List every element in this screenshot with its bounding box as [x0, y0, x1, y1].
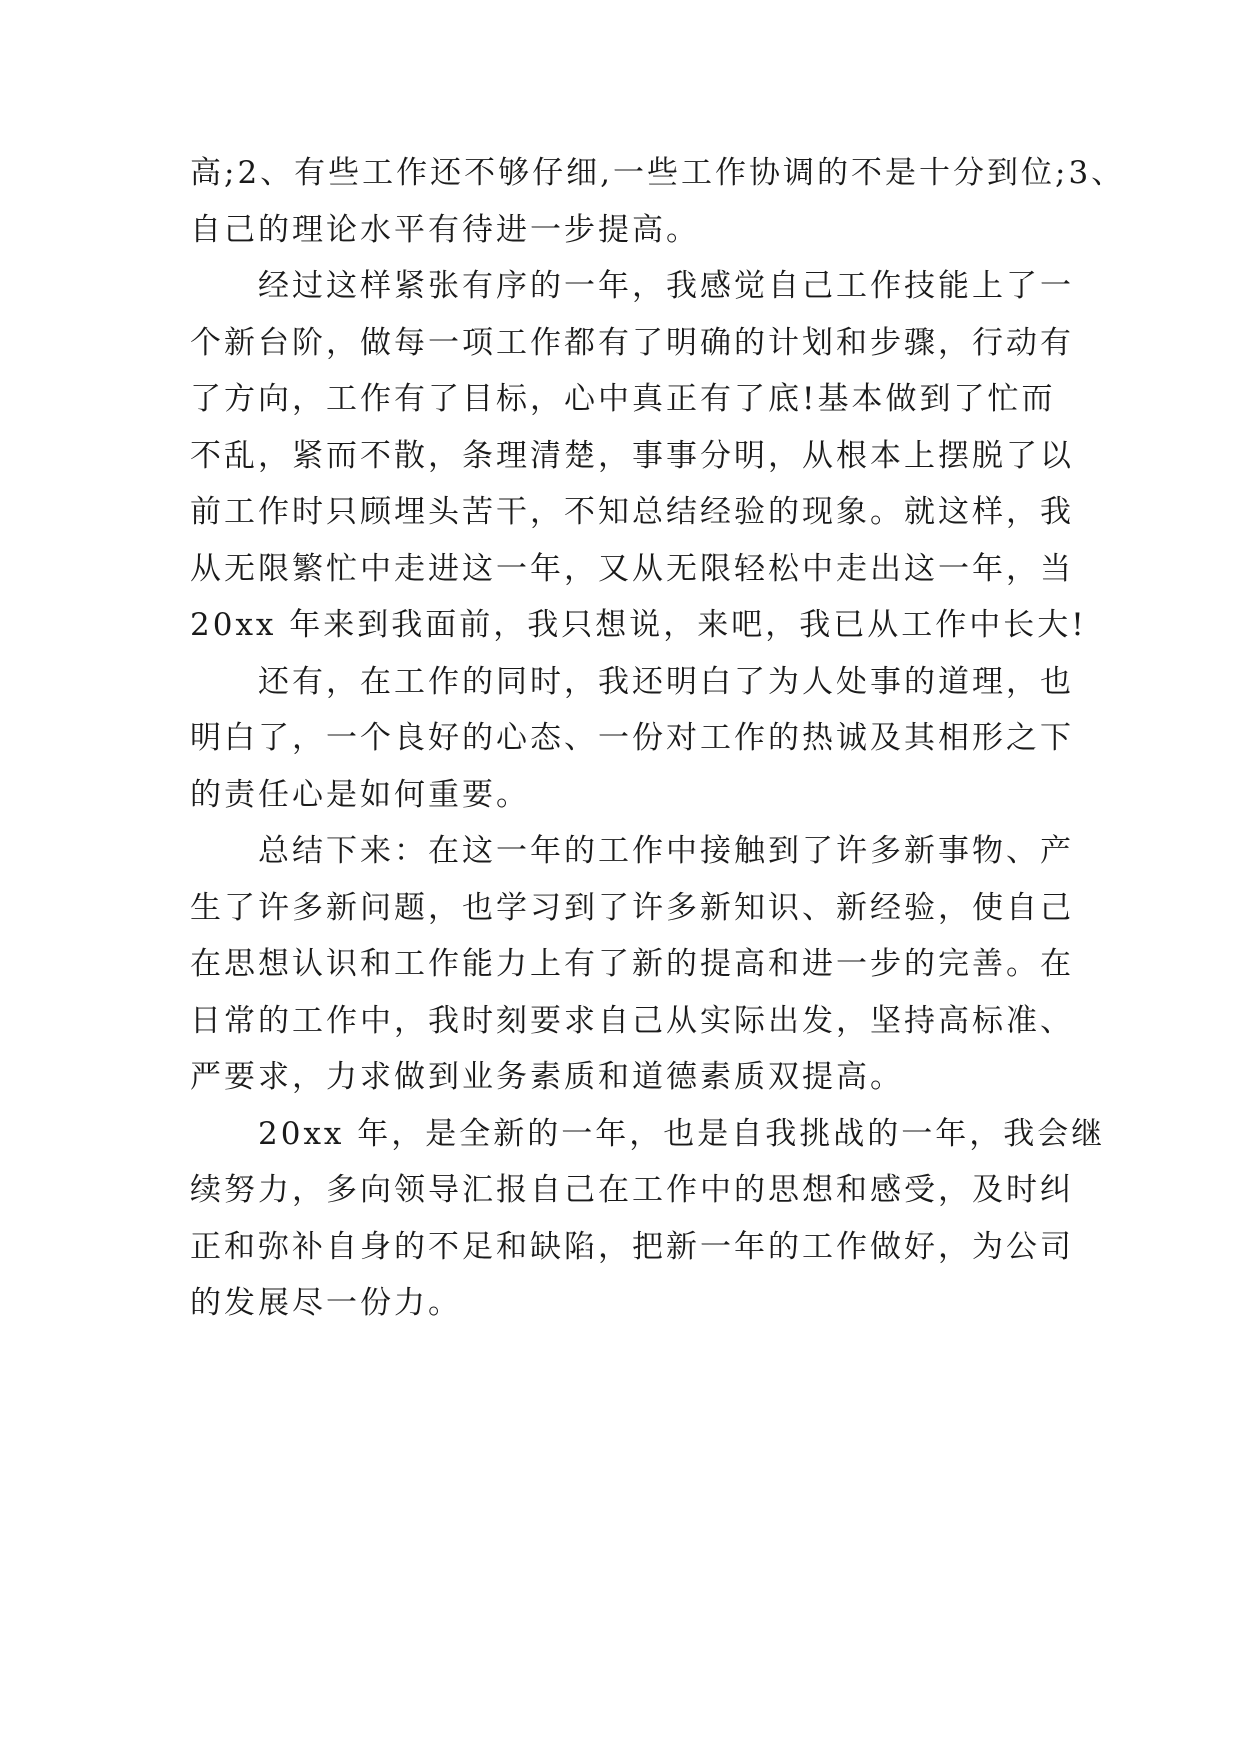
text-line: 生了许多新问题，也学习到了许多新知识、新经验，使自己 [190, 889, 1074, 926]
text-line: 了方向，工作有了目标，心中真正有了底!基本做到了忙而 [190, 381, 1056, 417]
text-line: 自己的理论水平有待进一步提高。 [190, 211, 700, 248]
document-body [190, 145, 1126, 1332]
text-line: 严要求，力求做到业务素质和道德素质双提高。 [190, 1059, 904, 1095]
paragraph-start-line: 还有，在工作的同时，我还明白了为人处事的道理，也 [258, 663, 1074, 700]
text-line: 20xx 年来到我面前，我只想说，来吧，我已从工作中长大! [190, 607, 1087, 643]
text-line: 从无限繁忙中走进这一年，又从无限轻松中走出这一年，当 [190, 550, 1074, 587]
paragraph-start-line: 20xx 年，是全新的一年，也是自我挑战的一年，我会继 [258, 1115, 1106, 1152]
text-line: 的责任心是如何重要。 [190, 776, 530, 813]
text-line: 不乱，紧而不散，条理清楚，事事分明，从根本上摆脱了以 [190, 437, 1074, 474]
text-line: 续努力，多向领导汇报自己在工作中的思想和感受，及时纠 [190, 1172, 1074, 1208]
text-line: 日常的工作中，我时刻要求自己从实际出发，坚持高标准、 [190, 1002, 1074, 1039]
paragraph-start-line: 经过这样紧张有序的一年，我感觉自己工作技能上了一 [258, 268, 1074, 304]
text-line: 的发展尽一份力。 [190, 1285, 462, 1321]
text-line: 明白了，一个良好的心态、一份对工作的热诚及其相形之下 [190, 720, 1074, 756]
text-line: 个新台阶，做每一项工作都有了明确的计划和步骤，行动有 [190, 324, 1074, 361]
text-line: 正和弥补自身的不足和缺陷，把新一年的工作做好，为公司 [190, 1228, 1074, 1265]
text-line: 在思想认识和工作能力上有了新的提高和进一步的完善。在 [190, 946, 1074, 982]
text-line: 高;2、有些工作还不够仔细,一些工作协调的不是十分到位;3、 [190, 155, 1126, 191]
paragraph-start-line: 总结下来：在这一年的工作中接触到了许多新事物、产 [258, 833, 1074, 869]
text-line: 前工作时只顾埋头苦干，不知总结经验的现象。就这样，我 [190, 494, 1074, 530]
